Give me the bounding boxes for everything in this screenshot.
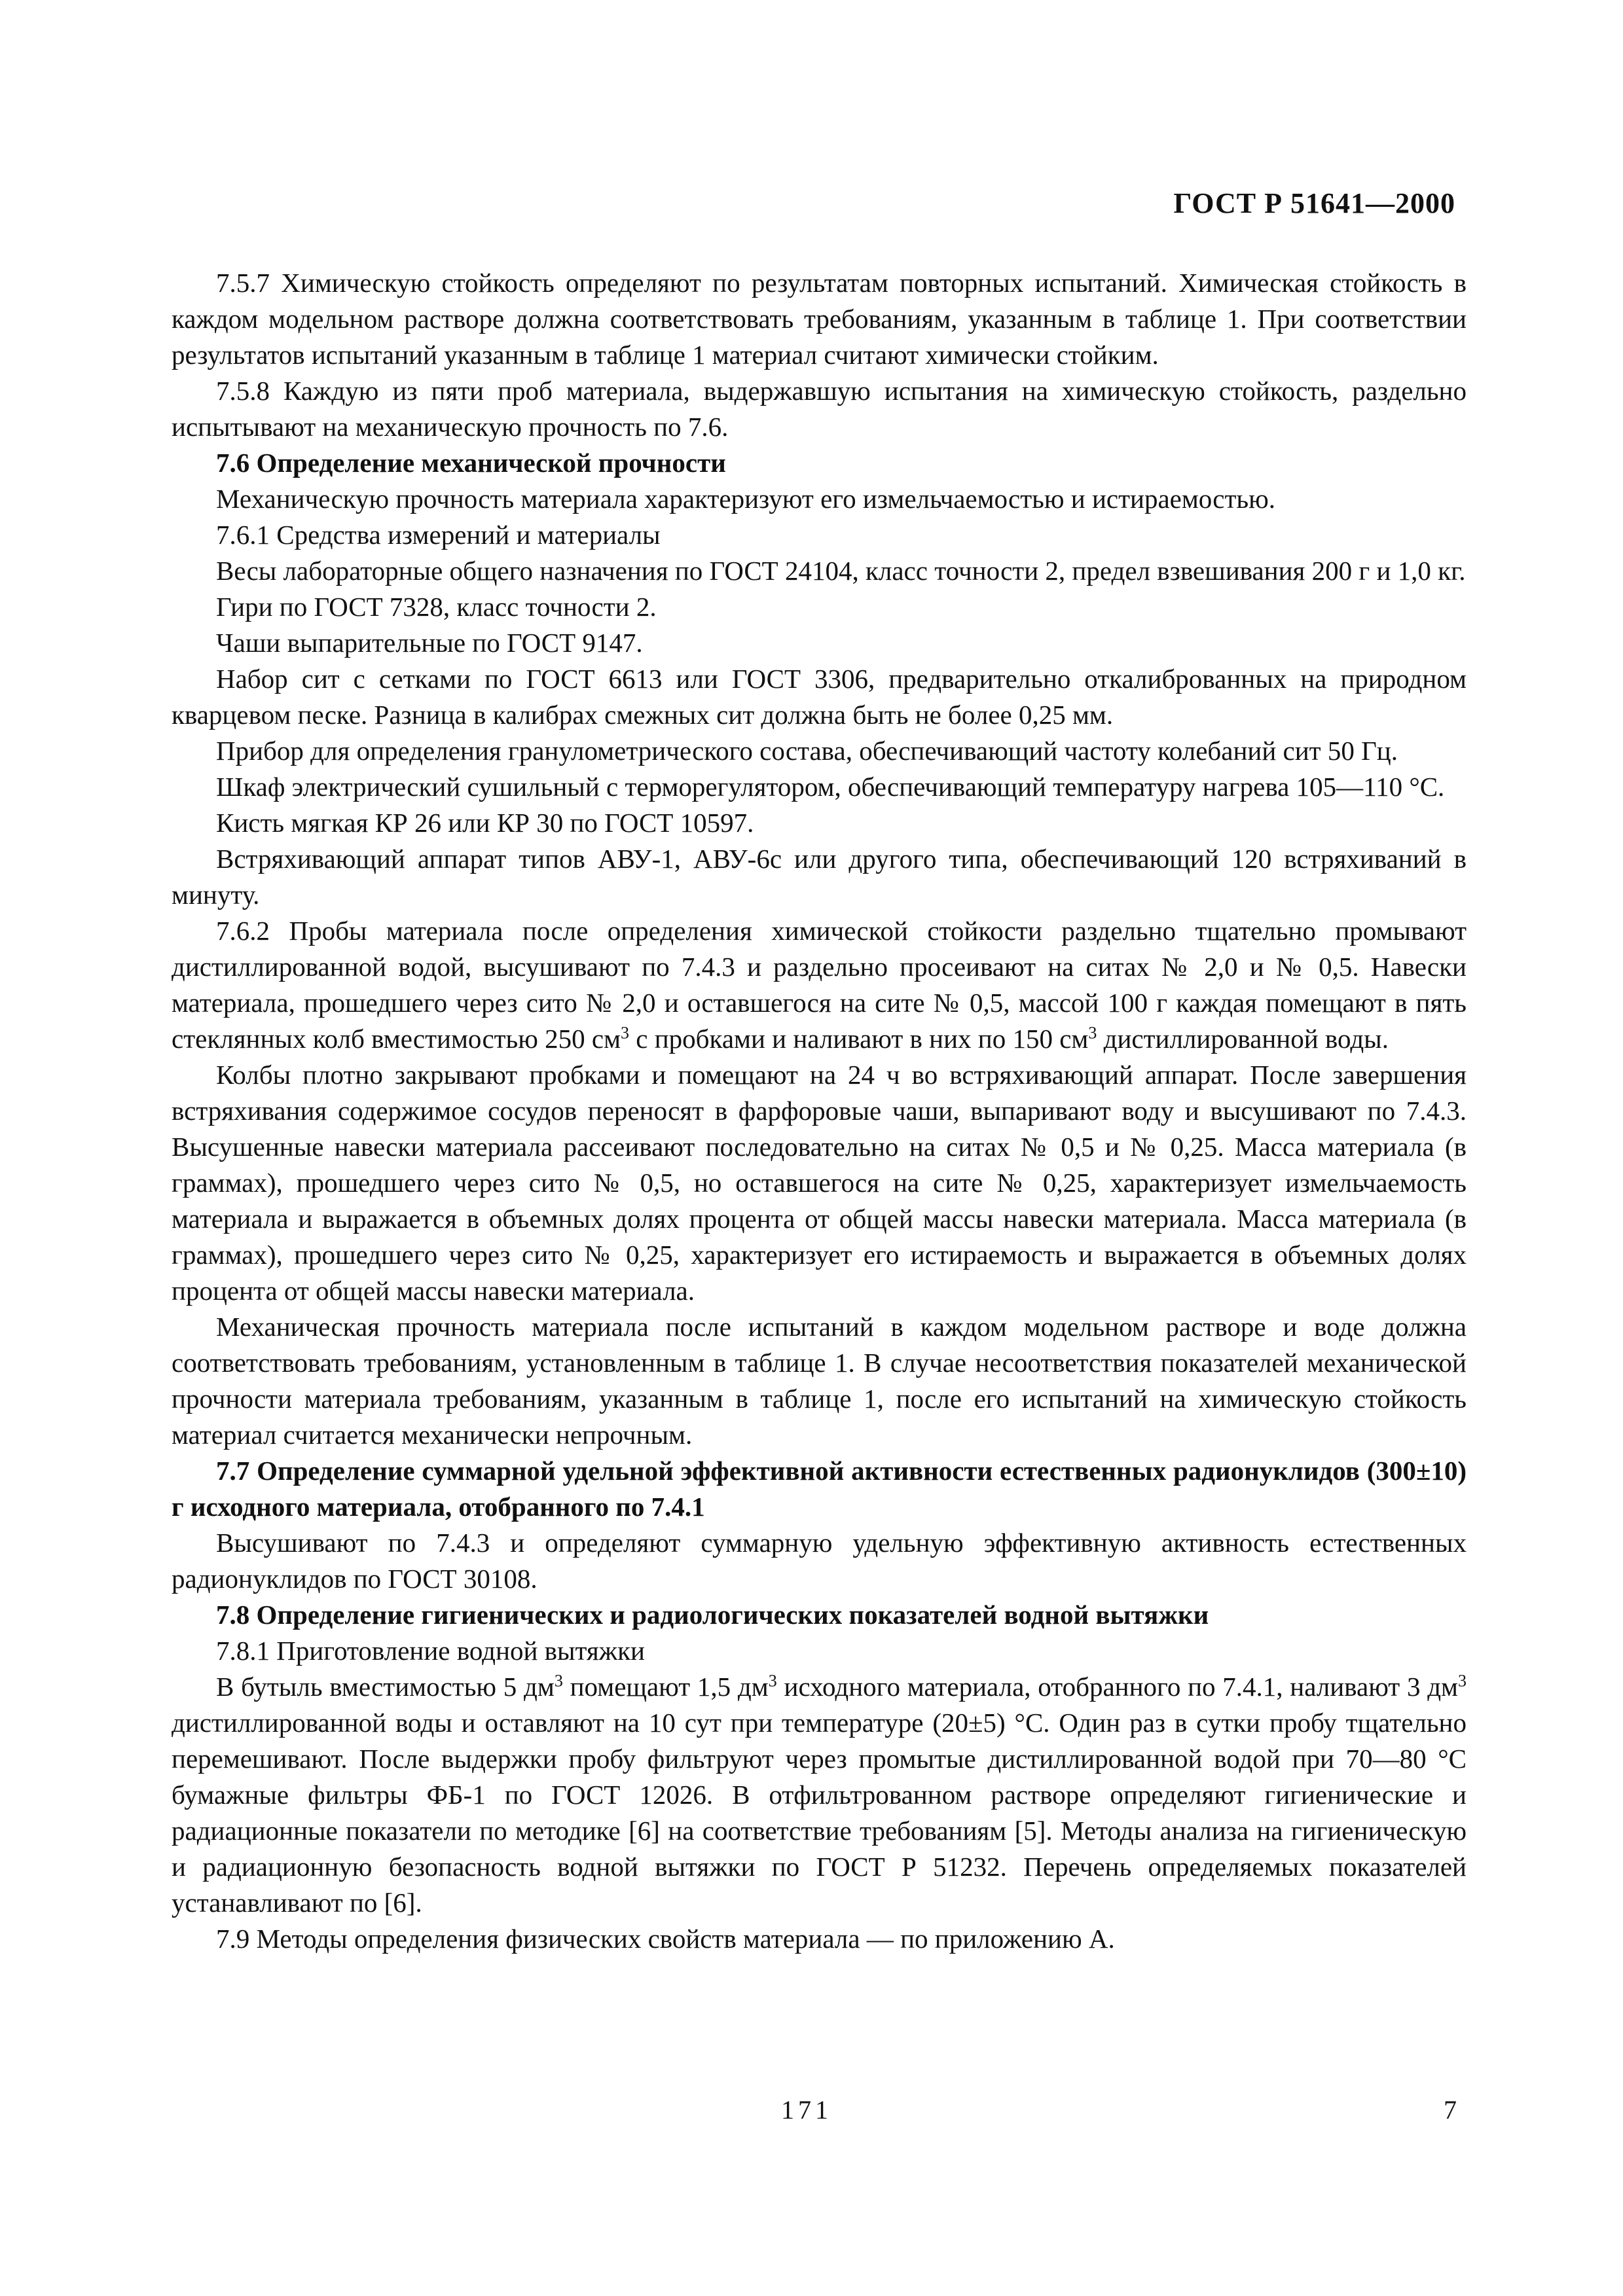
section-heading-7-6: 7.6 Определение механической прочности: [216, 448, 726, 478]
paragraph-7-8-1: 7.8.1 Приготовление водной вытяжки: [216, 1636, 645, 1666]
superscript: 3: [1458, 1671, 1467, 1691]
paragraph-granulometry-device: Прибор для определения гранулометрического состава, обеспечивающий частоту колебаний сит 50 Гц.: [216, 736, 1398, 766]
paragraph-7-6-1: 7.6.1 Средства измерений и материалы: [216, 520, 661, 550]
text-run: В бутыль вместимостью 5 дм: [216, 1672, 555, 1702]
paragraph-7-5-7: 7.5.7 Химическую стойкость определяют по результатам повторных испытаний. Химическая стойкость в каждом модельном растворе должна соответствовать требованиям, указанным в таблице 1. При соответствии результатов испытаний указанным в таблице 1 материал считают химически стойким.: [172, 268, 1467, 370]
text-run: исходного материала, отобранного по 7.4.1, наливают 3 дм: [776, 1672, 1458, 1702]
paragraph-7-6-2: [172, 913, 1467, 1057]
document-code: ГОСТ Р 51641—2000: [1173, 187, 1455, 219]
paragraph-scales: Весы лабораторные общего назначения по ГОСТ 24104, класс точности 2, предел взвешивания 200 г и 1,0 кг.: [216, 556, 1466, 586]
text-run: дистиллированной воды и оставляют на 10 сут при температуре (20±5) °С. Один раз в сутки пробу тщательно перемешивают. После выдержки пробу фильтруют через промытые дистиллированной водой при 70—80 °С бумажные фильтры ФБ-1 по ГОСТ 12026. В отфильтрованном растворе определяют гигиенические и радиационные показатели по методике [6] на соответствие требованиям [5]. Методы анализа на гигиеническую и радиационную безопасность водной вытяжки по ГОСТ Р 51232. Перечень определяемых показателей устанавливают по [6].: [172, 1708, 1467, 1918]
superscript: 3: [621, 1023, 630, 1043]
paragraph-drying-cabinet: Шкаф электрический сушильный с терморегулятором, обеспечивающий температуру нагрева 105—110 °С.: [216, 772, 1445, 802]
superscript: 3: [1088, 1023, 1097, 1043]
paragraph-mechanical-strength: Механическую прочность материала характеризуют его измельчаемостью и истираемостью.: [216, 484, 1275, 514]
text-run: с пробками и наливают в них по 150 см: [629, 1024, 1089, 1054]
page-number-center: 171: [781, 2095, 832, 2125]
paragraph-7-9: 7.9 Методы определения физических свойств материала — по приложению А.: [216, 1924, 1115, 1954]
paragraph-sieves: Набор сит с сетками по ГОСТ 6613 или ГОСТ 3306, предварительно откалиброванных на природном кварцевом песке. Разница в калибрах смежных сит должна быть не более 0,25 мм.: [172, 664, 1467, 730]
paragraph-water-extract: [172, 1669, 1467, 1921]
paragraph-shaker: Встряхивающий аппарат типов АВУ-1, АВУ-6с или другого типа, обеспечивающий 120 встряхиваний в минуту.: [172, 844, 1467, 910]
paragraph-flasks: Колбы плотно закрывают пробками и помещают на 24 ч во встряхивающий аппарат. После завершения встряхивания содержимое сосудов переносят в фарфоровые чаши, выпаривают воду и высушивают по 7.4.3. Высушенные навески материала рассеивают последовательно на ситах № 0,5 и № 0,25. Масса материала (в граммах), прошедшего через сито № 0,5, но оставшегося на сите № 0,25, характеризует измельчаемость материала и выражается в объемных долях процента от общей массы навески материала. Масса материала (в граммах), прошедшего через сито № 0,25, характеризует его истираемость и выражается в объемных долях процента от общей массы навески материала.: [172, 1060, 1467, 1306]
superscript: 3: [768, 1671, 777, 1691]
paragraph-radionuclides: Высушивают по 7.4.3 и определяют суммарную удельную эффективную активность естественных радионуклидов по ГОСТ 30108.: [172, 1528, 1467, 1594]
text-run: дистиллированной воды.: [1097, 1024, 1389, 1054]
page-number-right: 7: [1444, 2095, 1457, 2125]
section-heading-7-7: 7.7 Определение суммарной удельной эффективной активности естественных радионуклидов (300±10) г исходного материала, отобранного по 7.4.1: [172, 1456, 1467, 1522]
text-run: 7.6.2 Пробы материала после определения химической стойкости раздельно тщательно промывают дистиллированной водой, высушивают по 7.4.3 и раздельно просеивают на ситах № 2,0 и № 0,5. Навески материала, прошедшего через сито № 2,0 и оставшегося на сите № 0,5, массой 100 г каждая помещают в пять стеклянных колб вместимостью 250 см: [172, 916, 1467, 1054]
paragraph-bowls: Чаши выпарительные по ГОСТ 9147.: [216, 628, 643, 658]
text-run: помещают 1,5 дм: [562, 1672, 769, 1702]
paragraph-mechanical-result: Механическая прочность материала после испытаний в каждом модельном растворе и воде должна соответствовать требованиям, установленным в таблице 1. В случае несоответствия показателей механической прочности материала требованиям, указанным в таблице 1, после его испытаний на химическую стойкость материал считается механически непрочным.: [172, 1312, 1467, 1450]
paragraph-7-5-8: 7.5.8 Каждую из пяти проб материала, выдержавшую испытания на химическую стойкость, раздельно испытывают на механическую прочность по 7.6.: [172, 376, 1467, 442]
paragraph-brush: Кисть мягкая КР 26 или КР 30 по ГОСТ 10597.: [216, 808, 754, 838]
section-heading-7-8: 7.8 Определение гигиенических и радиологических показателей водной вытяжки: [216, 1600, 1209, 1630]
paragraph-weights: Гири по ГОСТ 7328, класс точности 2.: [216, 592, 657, 622]
superscript: 3: [554, 1671, 563, 1691]
document-body: [172, 265, 1467, 1957]
